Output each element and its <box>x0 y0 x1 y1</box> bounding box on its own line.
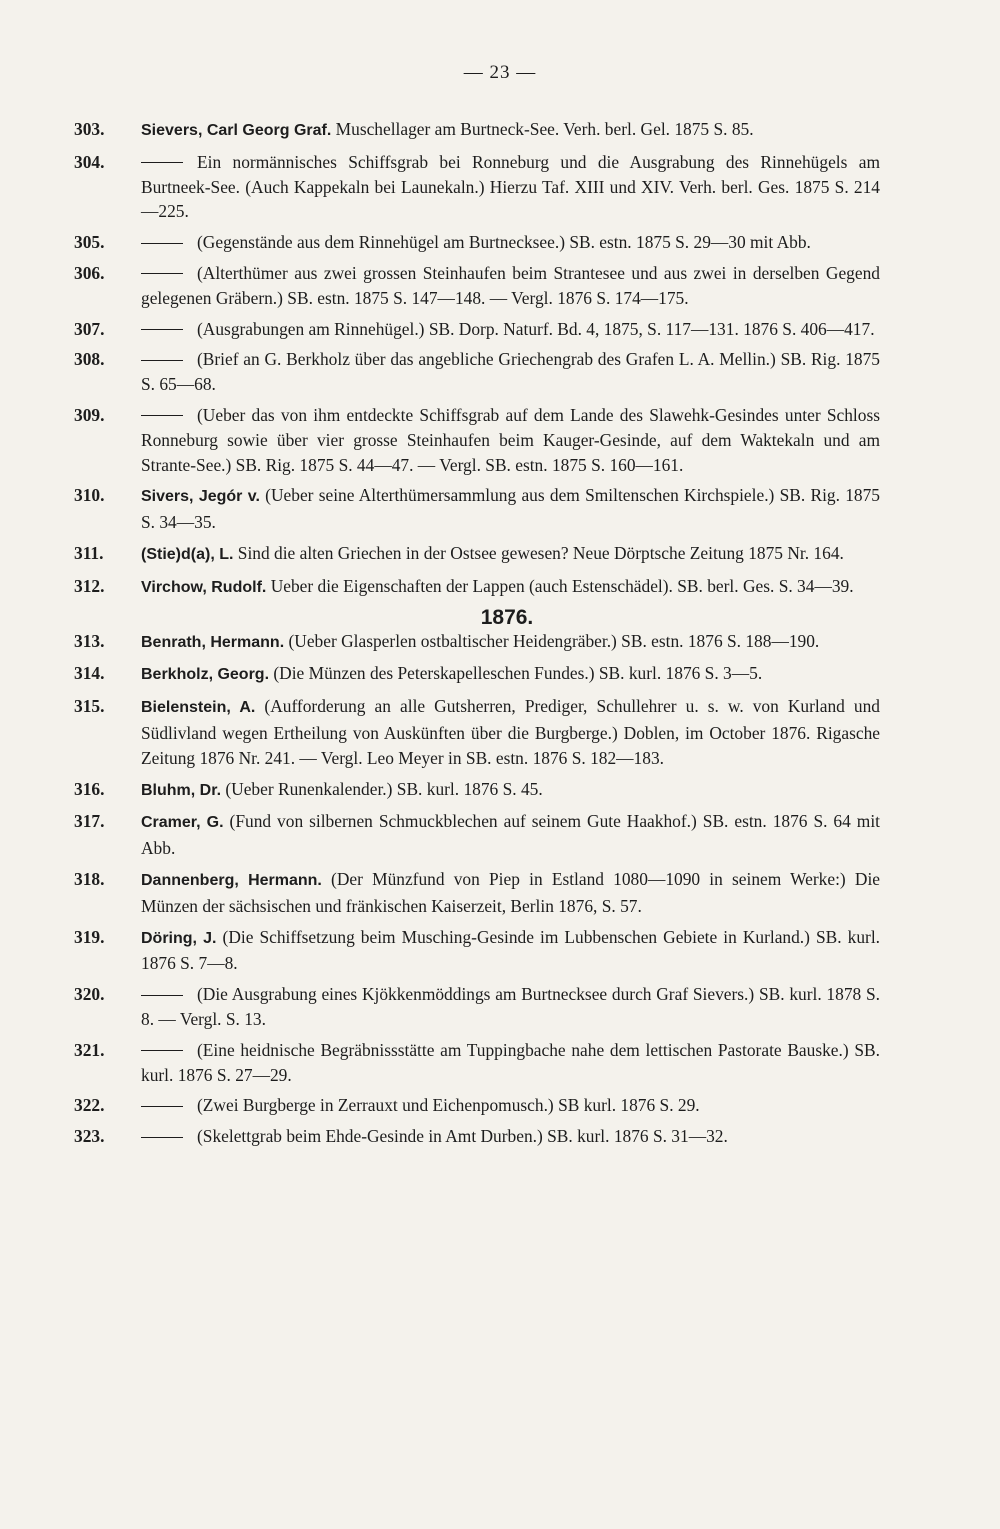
ditto-dash <box>141 1106 183 1107</box>
page-number: — 23 — <box>463 62 537 83</box>
entry-text: (Die Ausgrabung eines Kjökkenmöddings am Burtnecksee durch Graf Sievers.) SB. kurl. 1878 S. 8. — Vergl. S. 13. <box>141 984 880 1029</box>
entry-number: 306. <box>74 262 105 283</box>
ditto-dash <box>141 243 183 244</box>
ditto-dash <box>141 1050 183 1051</box>
entry-text: Ein normännisches Schiffsgrab bei Ronneburg und die Ausgrabung des Rinnehügels am Burtneek-See. (Auch Kappekaln bei Launekaln.) Hierzu Taf. XIII und XIV. Verh. berl. Ges. 1875 S. 214—225. <box>141 151 880 222</box>
ditto-dash <box>141 273 183 274</box>
entry-number: 323. <box>74 1126 105 1147</box>
bibliography-entry <box>74 777 880 804</box>
entry-text: (Aufforderung an alle Gutsherren, Prediger, Schullehrer u. s. w. von Kurland und Südlivland wegen Ertheilung von Auskünften über die Burgberge.) Doblen, im October 1876. Rigasche Zeitung 1876 Nr. 241. — Vergl. Leo Meyer in SB. estn. 1876 S. 182—183. <box>141 696 880 768</box>
entry-number: 316. <box>74 778 105 799</box>
bibliography-entry <box>74 541 880 568</box>
entry-number: 308. <box>74 349 105 370</box>
bibliography-entry <box>74 982 880 1032</box>
entry-text: (Brief an G. Berkholz über das angebliche Griechengrab des Grafen L. A. Mellin.) SB. Rig. 1875 S. 65—68. <box>141 349 880 395</box>
entry-author: Bielenstein, A. <box>141 699 256 717</box>
entry-text: Ueber die Eigenschaften der Lappen (auch Estenschädel). SB. berl. Ges. S. 34—39. <box>266 575 854 596</box>
entry-number: 315. <box>74 696 105 717</box>
entry-text: (Ueber Runenkalender.) SB. kurl. 1876 S. 45. <box>221 778 543 799</box>
entry-text: (Ueber seine Alterthümersammlung aus dem Smiltenschen Kirchspiele.) SB. Rig. 1875 S. 34—35. <box>141 485 880 533</box>
bibliography-entry <box>74 925 880 977</box>
entry-author: Virchow, Rudolf. <box>141 578 267 596</box>
entry-number: 317. <box>74 811 105 832</box>
entry-number: 319. <box>74 926 105 947</box>
entry-text: (Die Münzen des Peterskapelleschen Fundes.) SB. kurl. 1876 S. 3—5. <box>269 663 763 684</box>
entry-number: 320. <box>74 984 105 1005</box>
bibliography-entry <box>74 483 880 535</box>
entry-text: (Gegenstände aus dem Rinnehügel am Burtnecksee.) SB. estn. 1875 S. 29—30 mit Abb. <box>197 232 811 253</box>
bibliography-entry <box>74 230 880 255</box>
entry-text: (Der Münzfund von Piep in Estland 1080—1090 in seinem Werke:) Die Münzen der sächsischen und fränkischen Kaiserzeit, Berlin 1876, S. 57. <box>141 868 881 916</box>
entry-text: (Alterthümer aus zwei grossen Steinhaufen beim Strantesee und aus zwei in derselben Gegend gelegenen Gräbern.) SB. estn. 1875 S. 147—148. — Vergl. 1876 S. 174—175. <box>141 262 880 308</box>
bibliography-entry <box>74 1093 880 1118</box>
entry-author: Döring, J. <box>141 929 217 947</box>
ditto-dash <box>141 162 183 163</box>
entry-text: (Ueber Glasperlen ostbaltischer Heidengräber.) SB. estn. 1876 S. 188—190. <box>284 630 820 651</box>
bibliography-entry <box>74 629 880 656</box>
entry-author: Bluhm, Dr. <box>141 781 222 799</box>
entry-number: 303. <box>74 119 105 139</box>
entry-author: Cramer, G. <box>141 814 224 832</box>
bibliography-entry <box>74 574 880 601</box>
bibliography-entry <box>74 1038 880 1088</box>
entry-text: (Ausgrabungen am Rinnehügel.) SB. Dorp. Naturf. Bd. 4, 1875, S. 117—131. 1876 S. 406—417. <box>197 318 875 339</box>
entry-text: (Eine heidnische Begräbnissstätte am Tuppingbache nahe dem lettischen Pastorate Bauske.) SB. kurl. 1876 S. 27—29. <box>141 1039 880 1085</box>
entry-author: Sivers, Jegór v. <box>141 488 260 506</box>
entry-number: 314. <box>74 663 105 684</box>
entries-1876 <box>74 629 880 1149</box>
entry-number: 313. <box>74 630 105 651</box>
bibliography-entry <box>74 117 880 144</box>
ditto-dash <box>141 329 183 330</box>
bibliography-entry <box>74 694 880 770</box>
bibliography-entry <box>74 150 880 224</box>
entry-number: 309. <box>74 404 105 425</box>
entry-number: 312. <box>74 575 105 596</box>
bibliography-list <box>74 117 880 1155</box>
bibliography-entry <box>74 317 880 342</box>
bibliography-entry <box>74 347 880 397</box>
bibliography-entry <box>74 403 880 477</box>
bibliography-entry <box>74 661 880 688</box>
entry-number: 307. <box>74 318 105 339</box>
entry-author: (Stie)d(a), L. <box>141 545 234 563</box>
entries-1875 <box>74 117 880 601</box>
entry-author: Berkholz, Georg. <box>141 666 270 684</box>
entry-author: Dannenberg, Hermann. <box>141 871 322 889</box>
ditto-dash <box>141 415 183 416</box>
entry-number: 304. <box>74 151 105 172</box>
ditto-dash <box>141 995 183 996</box>
entry-number: 310. <box>74 485 105 506</box>
ditto-dash <box>141 1137 183 1138</box>
entry-number: 318. <box>74 868 105 889</box>
entry-text: (Skelettgrab beim Ehde-Gesinde in Amt Durben.) SB. kurl. 1876 S. 31—32. <box>197 1126 728 1147</box>
ditto-dash <box>141 360 183 361</box>
entry-number: 311. <box>74 542 104 563</box>
year-heading: 1876. <box>480 605 534 629</box>
entry-text: (Die Schiffsetzung beim Musching-Gesinde im Lubbenschen Gebiete in Kurland.) SB. kurl. 1876 S. 7—8. <box>141 926 881 974</box>
bibliography-entry <box>74 809 880 861</box>
entry-text: (Fund von silbernen Schmuckblechen auf seinem Gute Haakhof.) SB. estn. 1876 S. 64 mit Abb. <box>141 811 880 859</box>
entry-number: 322. <box>74 1095 105 1116</box>
entry-text: Muschellager am Burtneck-See. Verh. berl. Gel. 1875 S. 85. <box>331 119 754 139</box>
bibliography-entry <box>74 261 880 311</box>
entry-text: Sind die alten Griechen in der Ostsee gewesen? Neue Dörptsche Zeitung 1875 Nr. 164. <box>233 542 844 563</box>
bibliography-entry <box>74 867 880 919</box>
bibliography-entry <box>74 1124 880 1149</box>
entry-text: (Zwei Burgberge in Zerrauxt und Eichenpomusch.) SB kurl. 1876 S. 29. <box>197 1095 700 1116</box>
entry-number: 321. <box>74 1039 105 1060</box>
entry-text: (Ueber das von ihm entdeckte Schiffsgrab auf dem Lande des Slawehk-Gesindes unter Schloss Ronneburg sowie über vier grosse Steinhaufen beim Kauger-Gesinde, auf dem Waktekaln und am Strante-See.) SB. Rig. 1875 S. 44—47. — Vergl. SB. estn. 1875 S. 160—161. <box>141 404 880 475</box>
entry-author: Benrath, Hermann. <box>141 633 285 651</box>
entry-author: Sievers, Carl Georg Graf. <box>141 122 332 139</box>
entry-number: 305. <box>74 232 105 253</box>
